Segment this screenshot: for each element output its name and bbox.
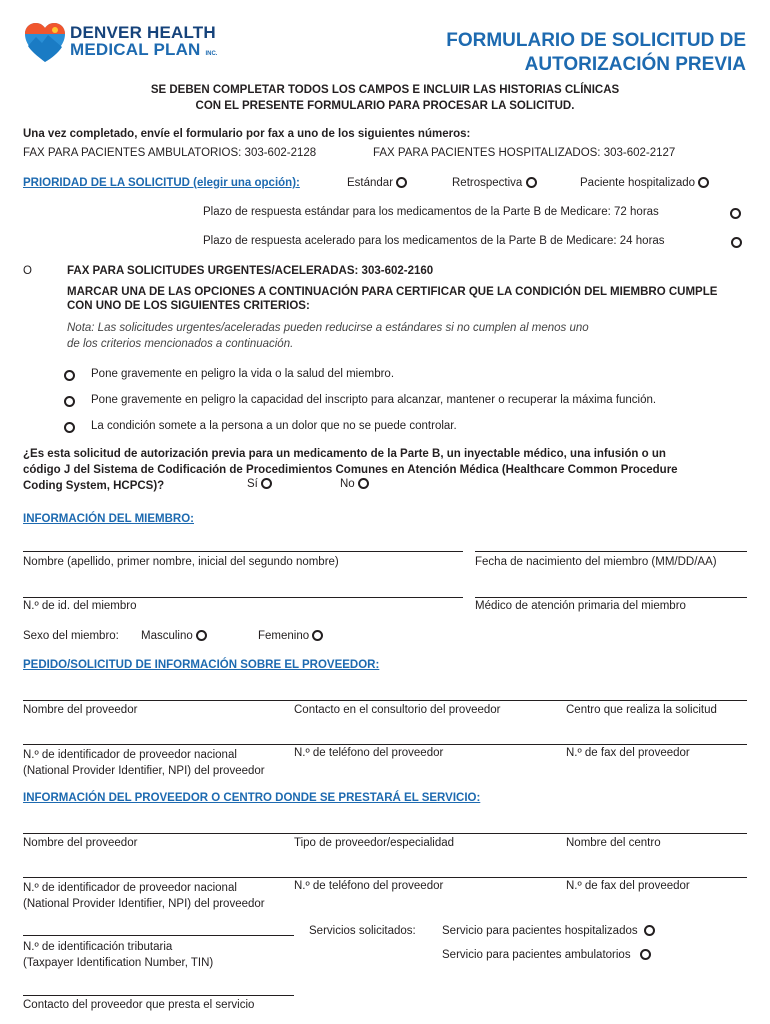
radio-service-outpatient[interactable] bbox=[640, 949, 651, 960]
servicing-heading: INFORMACIÓN DEL PROVEEDOR O CENTRO DONDE SE PRESTARÁ EL SERVICIO: bbox=[23, 792, 481, 804]
servicing-tin-field[interactable] bbox=[23, 935, 294, 936]
requester-heading: PEDIDO/SOLICITUD DE INFORMACIÓN SOBRE EL PROVEEDOR: bbox=[23, 659, 380, 671]
requester-phone: N.º de teléfono del proveedor bbox=[294, 747, 444, 759]
medicare-standard: Plazo de respuesta estándar para los medicamentos de la Parte B de Medicare: 72 horas bbox=[203, 206, 659, 218]
radio-medicare-standard[interactable] bbox=[730, 208, 741, 219]
requester-facility: Centro que realiza la solicitud bbox=[566, 704, 717, 716]
member-heading: INFORMACIÓN DEL MIEMBRO: bbox=[23, 513, 195, 525]
servicing-provider-name: Nombre del proveedor bbox=[23, 837, 138, 849]
member-sex-male[interactable]: Masculino bbox=[141, 630, 207, 642]
urgent-mark-instructions: MARCAR UNA DE LAS OPCIONES A CONTINUACIÓN PARA CERTIFICAR QUE LA CONDICIÓN DEL MIEMBRO CUMPLE CON UNO DE LOS SIGUIENTES CRITERIOS: bbox=[67, 286, 718, 312]
radio-female[interactable] bbox=[312, 630, 323, 641]
partb-no[interactable]: No bbox=[340, 478, 369, 490]
radio-inpatient[interactable] bbox=[698, 177, 709, 188]
service-inpatient[interactable]: Servicio para pacientes hospitalizados bbox=[442, 925, 655, 937]
medicare-expedited: Plazo de respuesta acelerado para los medicamentos de la Parte B de Medicare: 24 horas bbox=[203, 235, 665, 247]
urgent-fax: FAX PARA SOLICITUDES URGENTES/ACELERADAS: 303-602-2160 bbox=[67, 265, 434, 277]
radio-retrospective[interactable] bbox=[526, 177, 537, 188]
servicing-phone: N.º de teléfono del proveedor bbox=[294, 880, 444, 892]
criteria-1: Pone gravemente en peligro la vida o la salud del miembro. bbox=[91, 368, 395, 380]
priority-retrospective[interactable]: Retrospectiva bbox=[452, 177, 537, 189]
urgent-note: Nota: Las solicitudes urgentes/aceleradas pueden reducirse a estándares si no cumplen al menos uno de los criterios mencionados a continuación. bbox=[67, 322, 589, 350]
member-pcp-field[interactable] bbox=[475, 597, 747, 598]
radio-criteria-3[interactable] bbox=[64, 422, 75, 433]
form-title: FORMULARIO DE SOLICITUD DE AUTORIZACIÓN PREVIA bbox=[446, 30, 746, 75]
servicing-npi: N.º de identificador de proveedor nacional (National Provider Identifier, NPI) del proveedor bbox=[23, 882, 265, 910]
member-dob-field[interactable] bbox=[475, 551, 747, 552]
requester-row2-field[interactable] bbox=[23, 744, 747, 745]
requester-fax: N.º de fax del proveedor bbox=[566, 747, 690, 759]
logo-wordmark: DENVER HEALTH MEDICAL PLAN INC. bbox=[70, 23, 218, 59]
requester-provider-name: Nombre del proveedor bbox=[23, 704, 138, 716]
urgent-marker[interactable]: O bbox=[23, 265, 32, 277]
member-name-field[interactable] bbox=[23, 551, 463, 552]
form-instructions-header: SE DEBEN COMPLETAR TODOS LOS CAMPOS E INCLUIR LAS HISTORIAS CLÍNICAS CON EL PRESENTE FORMULARIO PARA PROCESAR LA SOLICITUD. bbox=[150, 84, 620, 112]
service-outpatient[interactable]: Servicio para pacientes ambulatorios bbox=[442, 949, 651, 961]
denver-health-logo bbox=[22, 20, 68, 66]
priority-inpatient[interactable]: Paciente hospitalizado bbox=[580, 177, 709, 189]
requester-npi: N.º de identificador de proveedor nacional (National Provider Identifier, NPI) del proveedor bbox=[23, 749, 265, 777]
member-pcp-label: Médico de atención primaria del miembro bbox=[475, 600, 686, 612]
criteria-2: Pone gravemente en peligro la capacidad del inscripto para alcanzar, mantener o recuperar la máxima función. bbox=[91, 394, 657, 406]
servicing-type: Tipo de proveedor/especialidad bbox=[294, 837, 455, 849]
member-id-label: N.º de id. del miembro bbox=[23, 600, 137, 612]
member-dob-label: Fecha de nacimiento del miembro (MM/DD/AA) bbox=[475, 556, 717, 568]
services-requested-label: Servicios solicitados: bbox=[309, 925, 416, 937]
radio-partb-yes[interactable] bbox=[261, 478, 272, 489]
member-id-field[interactable] bbox=[23, 597, 463, 598]
radio-service-inpatient[interactable] bbox=[644, 925, 655, 936]
servicing-row1-field[interactable] bbox=[23, 833, 747, 834]
criteria-3: La condición somete a la persona a un dolor que no se puede controlar. bbox=[91, 420, 457, 432]
servicing-row2-field[interactable] bbox=[23, 877, 747, 878]
member-sex-female[interactable]: Femenino bbox=[258, 630, 323, 642]
fax-inpatient: FAX PARA PACIENTES HOSPITALIZADOS: 303-602-2127 bbox=[373, 147, 676, 159]
servicing-contact: Contacto del proveedor que presta el servicio bbox=[23, 999, 255, 1011]
radio-medicare-expedited[interactable] bbox=[731, 237, 742, 248]
member-name-label: Nombre (apellido, primer nombre, inicial del segundo nombre) bbox=[23, 556, 339, 568]
priority-standard[interactable]: Estándar bbox=[347, 177, 407, 189]
radio-male[interactable] bbox=[196, 630, 207, 641]
radio-partb-no[interactable] bbox=[358, 478, 369, 489]
radio-criteria-2[interactable] bbox=[64, 396, 75, 407]
requester-office-contact: Contacto en el consultorio del proveedor bbox=[294, 704, 501, 716]
servicing-fax: N.º de fax del proveedor bbox=[566, 880, 690, 892]
member-sex-label: Sexo del miembro: bbox=[23, 630, 119, 642]
partb-yes[interactable]: Sí bbox=[247, 478, 272, 490]
servicing-facility-name: Nombre del centro bbox=[566, 837, 661, 849]
servicing-tin: N.º de identificación tributaria (Taxpayer Identification Number, TIN) bbox=[23, 941, 214, 969]
radio-criteria-1[interactable] bbox=[64, 370, 75, 381]
radio-standard[interactable] bbox=[396, 177, 407, 188]
servicing-contact-field[interactable] bbox=[23, 995, 294, 996]
requester-row1-field[interactable] bbox=[23, 700, 747, 701]
partb-question: ¿Es esta solicitud de autorización previa para un medicamento de la Parte B, un inyectable médico, una infusión o un código J del Sistema de Codificación de Procedimientos Comunes en Atención Médica (Healthcare Common Procedure Coding System, HCPCS)? bbox=[23, 448, 678, 492]
send-instructions: Una vez completado, envíe el formulario por fax a uno de los siguientes números: bbox=[23, 128, 471, 140]
priority-label: PRIORIDAD DE LA SOLICITUD (elegir una opción): bbox=[23, 177, 300, 189]
fax-outpatient: FAX PARA PACIENTES AMBULATORIOS: 303-602-2128 bbox=[23, 147, 317, 159]
